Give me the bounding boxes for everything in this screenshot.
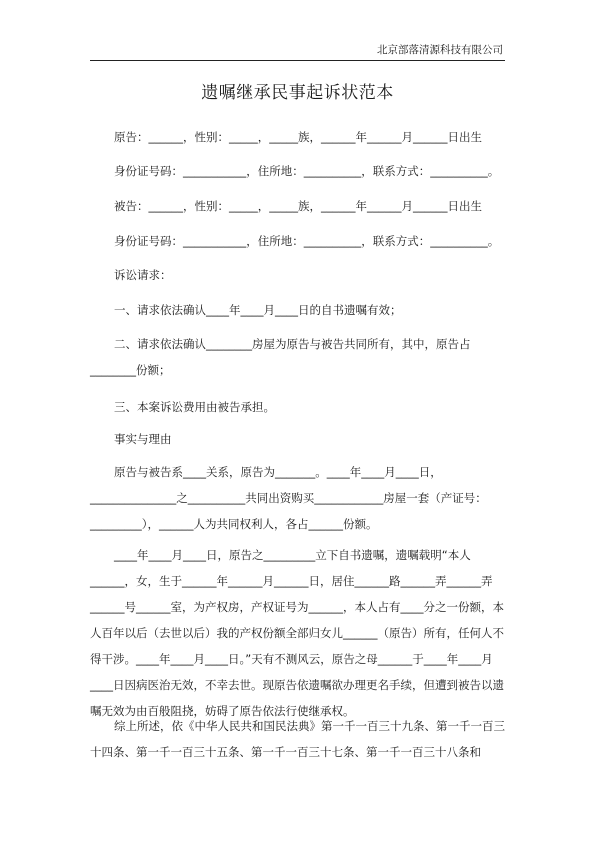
claim-1: 一、请求依法确认____年____月____日的自书遗嘱有效； <box>114 303 402 317</box>
facts-paragraph-2: ____年____月____日，原告之_________立下自书遗嘱，遗嘱载明“本人______，女，生于______年______月______日，居住______路______弄______弄______号______室，为产权房，产权证号为______，本人占有____分之一份额，本人百年以后（去世以后）我的产权份额全部归女儿______（原告）所有，任何人不得干涉。____年____月____日。”天有不测风云，原告之母______于____年____月____日因病医治无效，不幸去世。现原告依遗嘱欲办理更名手续，但遭到被告以遗嘱无效为由百般阻挠，妨碍了原告依法行使继承权。 <box>90 548 504 718</box>
conclusion-paragraph: 综上所述，依《中华人民共和国民法典》第一千一百三十九条、第一千一百三十四条、第一千一百三十五条、第一千一百三十七条、第一千一百三十八条和 <box>90 719 505 759</box>
claim-3: 三、本案诉讼费用由被告承担。 <box>114 400 275 414</box>
facts-paragraph-1: 原告与被告系____关系，原告为_______。____年____月____日，_______________之__________共同出资购买____________房屋一套（产证号：_________），______人为共同权利人，各占______份额。 <box>90 465 487 531</box>
facts-heading: 事实与理由 <box>114 432 172 446</box>
company-name: 北京部落清源科技有限公司 <box>377 44 503 56</box>
defendant-id-line: 身份证号码：___________，住所地：__________，联系方式：__________。 <box>114 234 500 248</box>
header-divider <box>90 60 505 61</box>
claims-heading: 诉讼请求： <box>114 268 172 282</box>
plaintiff-id-line: 身份证号码：___________，住所地：__________，联系方式：__________。 <box>114 164 500 178</box>
document-title: 遗嘱继承民事起诉状范本 <box>201 83 394 103</box>
plaintiff-basic-line: 原告：______，性别：_____，_____族，______年______月______日出生 <box>114 130 482 144</box>
claim-2: 二、请求依法确认________房屋为原告与被告共同所有，其中，原告占________份额； <box>90 337 471 377</box>
defendant-basic-line: 被告：______，性别：_____，_____族，______年______月______日出生 <box>114 199 482 213</box>
